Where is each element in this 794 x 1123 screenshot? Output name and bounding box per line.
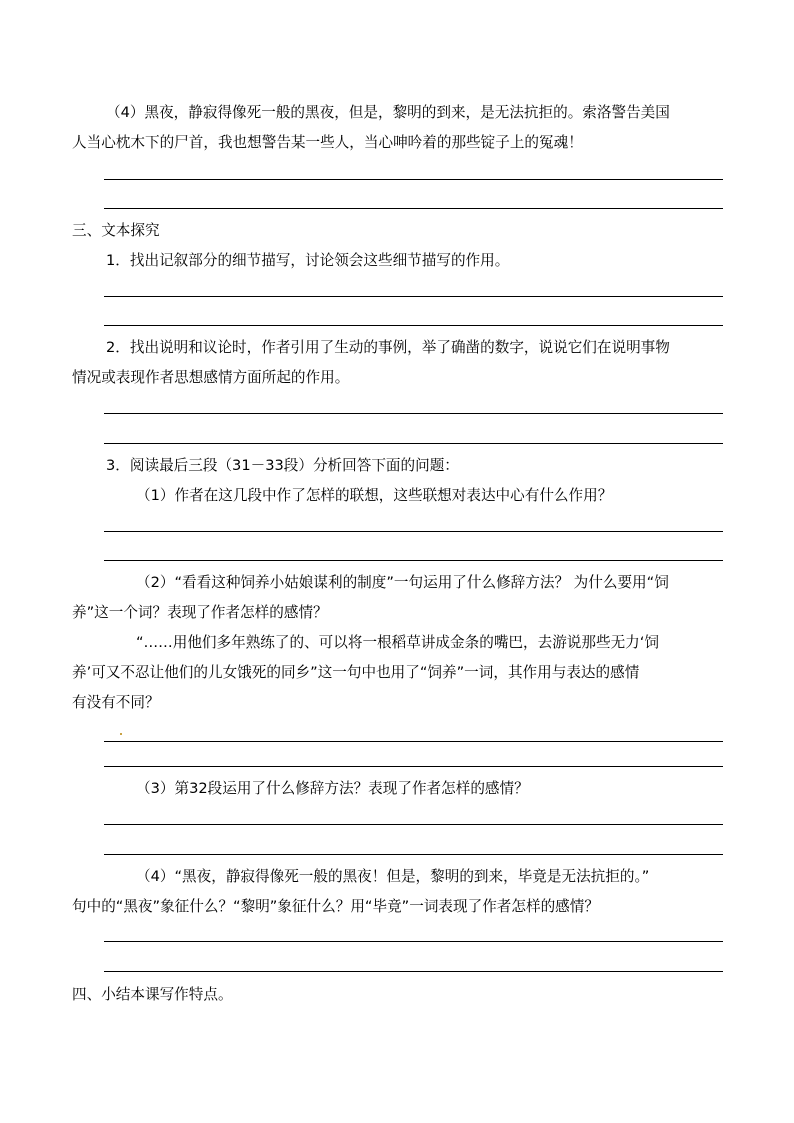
answer-line[interactable]: [104, 413, 723, 414]
answer-line[interactable]: [104, 296, 723, 297]
q4-intro-line2: 人当心枕木下的尸首，我也想警告某一些人，当心呻吟着的那些锭子上的冤魂！: [72, 134, 583, 151]
question-3-text: 3．阅读最后三段（31－33段）分析回答下面的问题：: [106, 457, 459, 474]
question-3-2-quote-line3: 有没有不同？: [72, 694, 160, 711]
answer-line[interactable]: [104, 208, 723, 209]
answer-line[interactable]: [104, 531, 723, 532]
section4-heading-block: [72, 980, 724, 1010]
answer-line[interactable]: [104, 766, 723, 767]
question-2-line1: 2．找出说明和议论时，作者引用了生动的事例，举了确凿的数字，说说它们在说明事物: [106, 339, 670, 356]
stray-mark: [120, 733, 122, 735]
question-3-2: [72, 568, 724, 718]
question-3-4-line1: （4）“黑夜，静寂得像死一般的黑夜！但是，黎明的到来，毕竟是无法抗拒的。”: [136, 868, 650, 885]
question-3-4: [72, 862, 724, 922]
question-3-3: [72, 774, 724, 804]
answer-line[interactable]: [104, 741, 723, 742]
question-3-2-quote-line1: “……用他们多年熟练了的、可以将一根稻草讲成金条的嘴巴，去游说那些无力‘饲: [136, 634, 659, 651]
section3-heading-block: [72, 216, 724, 246]
question-3: [72, 451, 724, 481]
question-3-4-line2: 句中的“黑夜”象征什么？“黎明”象征什么？用“毕竟”一词表现了作者怎样的感情？: [72, 898, 599, 915]
question-3-2-line2: 养”这一个词？表现了作者怎样的感情？: [72, 604, 328, 621]
answer-line[interactable]: [104, 971, 723, 972]
question-3-2-line1: （2）“看看这种饲养小姑娘谋利的制度”一句运用了什么修辞方法？ 为什么要用“饲: [136, 574, 669, 591]
answer-line[interactable]: [104, 443, 723, 444]
q4-intro-line1: （4）黑夜，静寂得像死一般的黑夜，但是，黎明的到来，是无法抗拒的。索洛警告美国: [106, 104, 670, 121]
question-3-2-quote-line2: 养’可又不忍让他们的儿女饿死的同乡”这一句中也用了“饲养”一词，其作用与表达的感情: [72, 664, 640, 681]
question-1: [72, 246, 724, 276]
answer-line[interactable]: [104, 854, 723, 855]
question-2: [72, 333, 724, 393]
question-3-1: [72, 481, 724, 511]
question-3-3-text: （3）第32段运用了什么修辞方法？表现了作者怎样的感情？: [136, 780, 529, 797]
answer-line[interactable]: [104, 941, 723, 942]
question-2-line2: 情况或表现作者思想感情方面所起的作用。: [72, 369, 350, 386]
question-1-text: 1．找出记叙部分的细节描写，讨论领会这些细节描写的作用。: [106, 252, 510, 269]
q4-intro-paragraph: [72, 98, 724, 158]
answer-line[interactable]: [104, 560, 723, 561]
answer-line[interactable]: [104, 325, 723, 326]
answer-line[interactable]: [104, 179, 723, 180]
section4-heading: 四、小结本课写作特点。: [72, 986, 233, 1003]
section3-heading: 三、文本探究: [72, 222, 160, 239]
answer-line[interactable]: [104, 824, 723, 825]
question-3-1-text: （1）作者在这几段中作了怎样的联想，这些联想对表达中心有什么作用？: [136, 487, 613, 504]
